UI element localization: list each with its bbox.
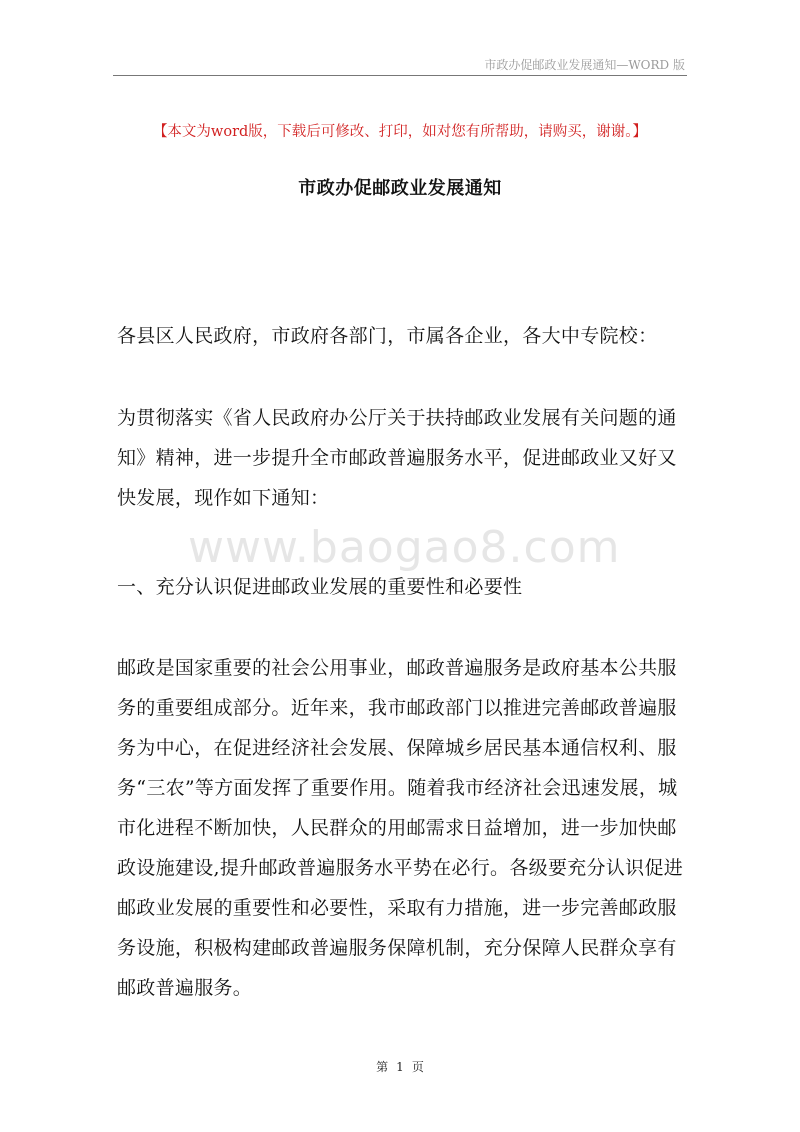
page-footer — [0, 1058, 800, 1075]
watermark: www.baogao8.com — [188, 522, 621, 573]
section-paragraph: 邮政是国家重要的社会公用事业，邮政普遍服务是政府基本公共服务的重要组成部分。近年来，我市邮政部门以推进完善邮政普遍服务为中心，在促进经济社会发展、保障城乡居民基本通信权利、服务“三农”等方面发挥了重要作用。随着我市经济社会迅速发展，城市化进程不断加快，人民群众的用邮需求日益增加，进一步加快邮政设施建设,提升邮政普遍服务水平势在必行。各级要充分认识促进邮政业发展的重要性和必要性，采取有力措施，进一步完善邮政服务设施，积极构建邮政普遍服务保障机制，充分保障人民群众享有邮政普遍服务。 — [117, 657, 684, 999]
page-prefix: 第 — [376, 1060, 389, 1074]
document-title: 市政办促邮政业发展通知 — [298, 178, 502, 199]
page-suffix: 页 — [411, 1060, 424, 1074]
page-number: 1 — [396, 1060, 404, 1074]
intro-paragraph: 为贯彻落实《省人民政府办公厅关于扶持邮政业发展有关问题的通知》精神，进一步提升全市邮政普遍服务水平，促进邮政业又好又快发展，现作如下通知： — [117, 407, 677, 509]
section-heading: 一、充分认识促进邮政业发展的重要性和必要性 — [117, 576, 523, 598]
running-header: 市政办促邮政业发展通知—WORD 版 — [484, 58, 685, 72]
download-notice: 【本文为word版，下载后可修改、打印，如对您有所帮助，请购买，谢谢。】 — [152, 124, 648, 140]
header-divider — [113, 75, 687, 76]
addressee-line: 各县区人民政府，市政府各部门，市属各企业，各大中专院校： — [117, 325, 658, 347]
